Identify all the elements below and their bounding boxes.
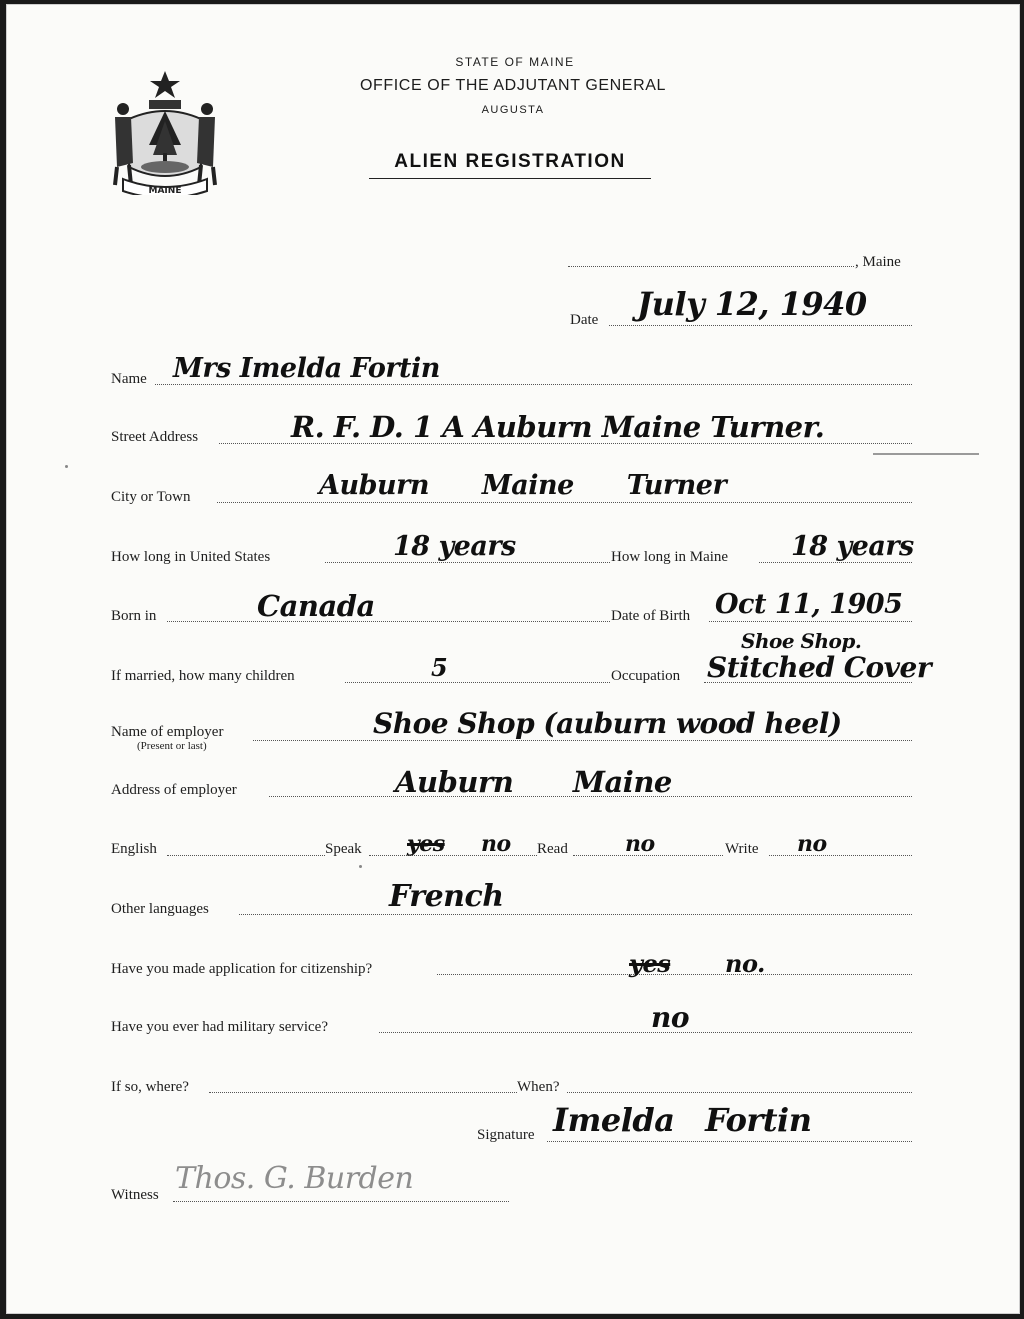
speak-value: no bbox=[481, 831, 511, 857]
name-label: Name bbox=[111, 371, 147, 387]
employer-address-value: Auburn Maine bbox=[395, 765, 672, 799]
english-label: English bbox=[111, 841, 157, 857]
children-label: If married, how many children bbox=[111, 668, 295, 684]
other-languages-label: Other languages bbox=[111, 901, 209, 917]
ink-speck bbox=[359, 865, 362, 868]
title-underline bbox=[369, 178, 651, 179]
occupation-label: Occupation bbox=[611, 668, 681, 684]
witness-label: Witness bbox=[111, 1187, 159, 1203]
date-of-birth-label: Date of Birth bbox=[611, 608, 691, 624]
speak-field[interactable] bbox=[369, 855, 537, 856]
citizenship-label: Have you made application for citizenship? bbox=[111, 961, 373, 977]
employer-note-label: (Present or last) bbox=[137, 740, 207, 752]
date-of-birth-value: Oct 11, 1905 bbox=[715, 589, 903, 620]
english-field[interactable] bbox=[167, 855, 325, 856]
occupation-note-value: Shoe Shop. bbox=[741, 629, 862, 653]
years-in-us-label: How long in United States bbox=[111, 549, 271, 565]
name-value: Mrs Imelda Fortin bbox=[173, 353, 440, 384]
employer-field[interactable] bbox=[253, 740, 912, 741]
born-in-field[interactable] bbox=[167, 621, 610, 622]
other-languages-value: French bbox=[389, 879, 504, 914]
place-suffix-label: , Maine bbox=[855, 254, 901, 270]
date-label: Date bbox=[570, 312, 599, 328]
children-field[interactable] bbox=[345, 682, 610, 683]
where-label: If so, where? bbox=[111, 1079, 189, 1095]
witness-signature-value: Thos. G. Burden bbox=[175, 1161, 414, 1196]
citizenship-value: no. bbox=[725, 949, 765, 978]
alien-registration-form bbox=[6, 4, 1020, 1314]
signature-value: Imelda Fortin bbox=[553, 1101, 812, 1139]
employer-address-label: Address of employer bbox=[111, 782, 237, 798]
other-languages-field[interactable] bbox=[239, 914, 912, 915]
signature-label: Signature bbox=[477, 1127, 535, 1143]
children-value: 5 bbox=[431, 653, 448, 682]
write-label: Write bbox=[725, 841, 759, 857]
when-label: When? bbox=[517, 1079, 560, 1095]
occupation-value: Stitched Cover bbox=[707, 651, 932, 684]
years-in-maine-value: 18 years bbox=[791, 531, 914, 562]
citizenship-field[interactable] bbox=[437, 974, 912, 975]
years-in-us-value: 18 years bbox=[393, 531, 516, 562]
street-address-label: Street Address bbox=[111, 429, 199, 445]
date-of-birth-field[interactable] bbox=[709, 621, 912, 622]
street-address-underline bbox=[873, 453, 979, 455]
years-in-us-field[interactable] bbox=[325, 562, 610, 563]
military-service-field[interactable] bbox=[379, 1032, 912, 1033]
years-in-maine-field[interactable] bbox=[759, 562, 912, 563]
citizenship-struck-value: yes bbox=[629, 949, 671, 978]
read-label: Read bbox=[537, 841, 568, 857]
years-in-maine-label: How long in Maine bbox=[611, 549, 729, 565]
born-in-label: Born in bbox=[111, 608, 157, 624]
place-field[interactable] bbox=[568, 266, 854, 267]
street-address-value: R. F. D. 1 A Auburn Maine Turner. bbox=[291, 410, 825, 444]
read-value: no bbox=[625, 831, 655, 857]
write-value: no bbox=[797, 831, 827, 857]
where-field[interactable] bbox=[209, 1092, 517, 1093]
military-service-label: Have you ever had military service? bbox=[111, 1019, 328, 1035]
employer-value: Shoe Shop (auburn wood heel) bbox=[373, 707, 842, 740]
speak-label: Speak bbox=[325, 841, 362, 857]
speak-struck-value: yes bbox=[407, 831, 445, 857]
state-heading: STATE OF MAINE bbox=[455, 55, 575, 69]
employer-label: Name of employer bbox=[111, 724, 224, 740]
military-service-value: no bbox=[651, 1001, 690, 1034]
date-value: July 12, 1940 bbox=[637, 285, 867, 323]
form-title: ALIEN REGISTRATION bbox=[394, 151, 626, 172]
ink-speck bbox=[65, 465, 68, 468]
date-field[interactable] bbox=[609, 325, 912, 326]
witness-field[interactable] bbox=[173, 1201, 509, 1202]
city-heading: AUGUSTA bbox=[481, 104, 545, 116]
name-field[interactable] bbox=[155, 384, 912, 385]
write-field[interactable] bbox=[769, 855, 912, 856]
signature-field[interactable] bbox=[547, 1141, 912, 1142]
city-label: City or Town bbox=[111, 489, 191, 505]
when-field[interactable] bbox=[567, 1092, 912, 1093]
born-in-value: Canada bbox=[257, 589, 375, 623]
city-field[interactable] bbox=[217, 502, 912, 503]
seal-lettering: MAINE bbox=[148, 186, 182, 195]
city-value: Auburn Maine Turner bbox=[319, 470, 727, 501]
office-heading: OFFICE OF THE ADJUTANT GENERAL bbox=[359, 77, 667, 94]
